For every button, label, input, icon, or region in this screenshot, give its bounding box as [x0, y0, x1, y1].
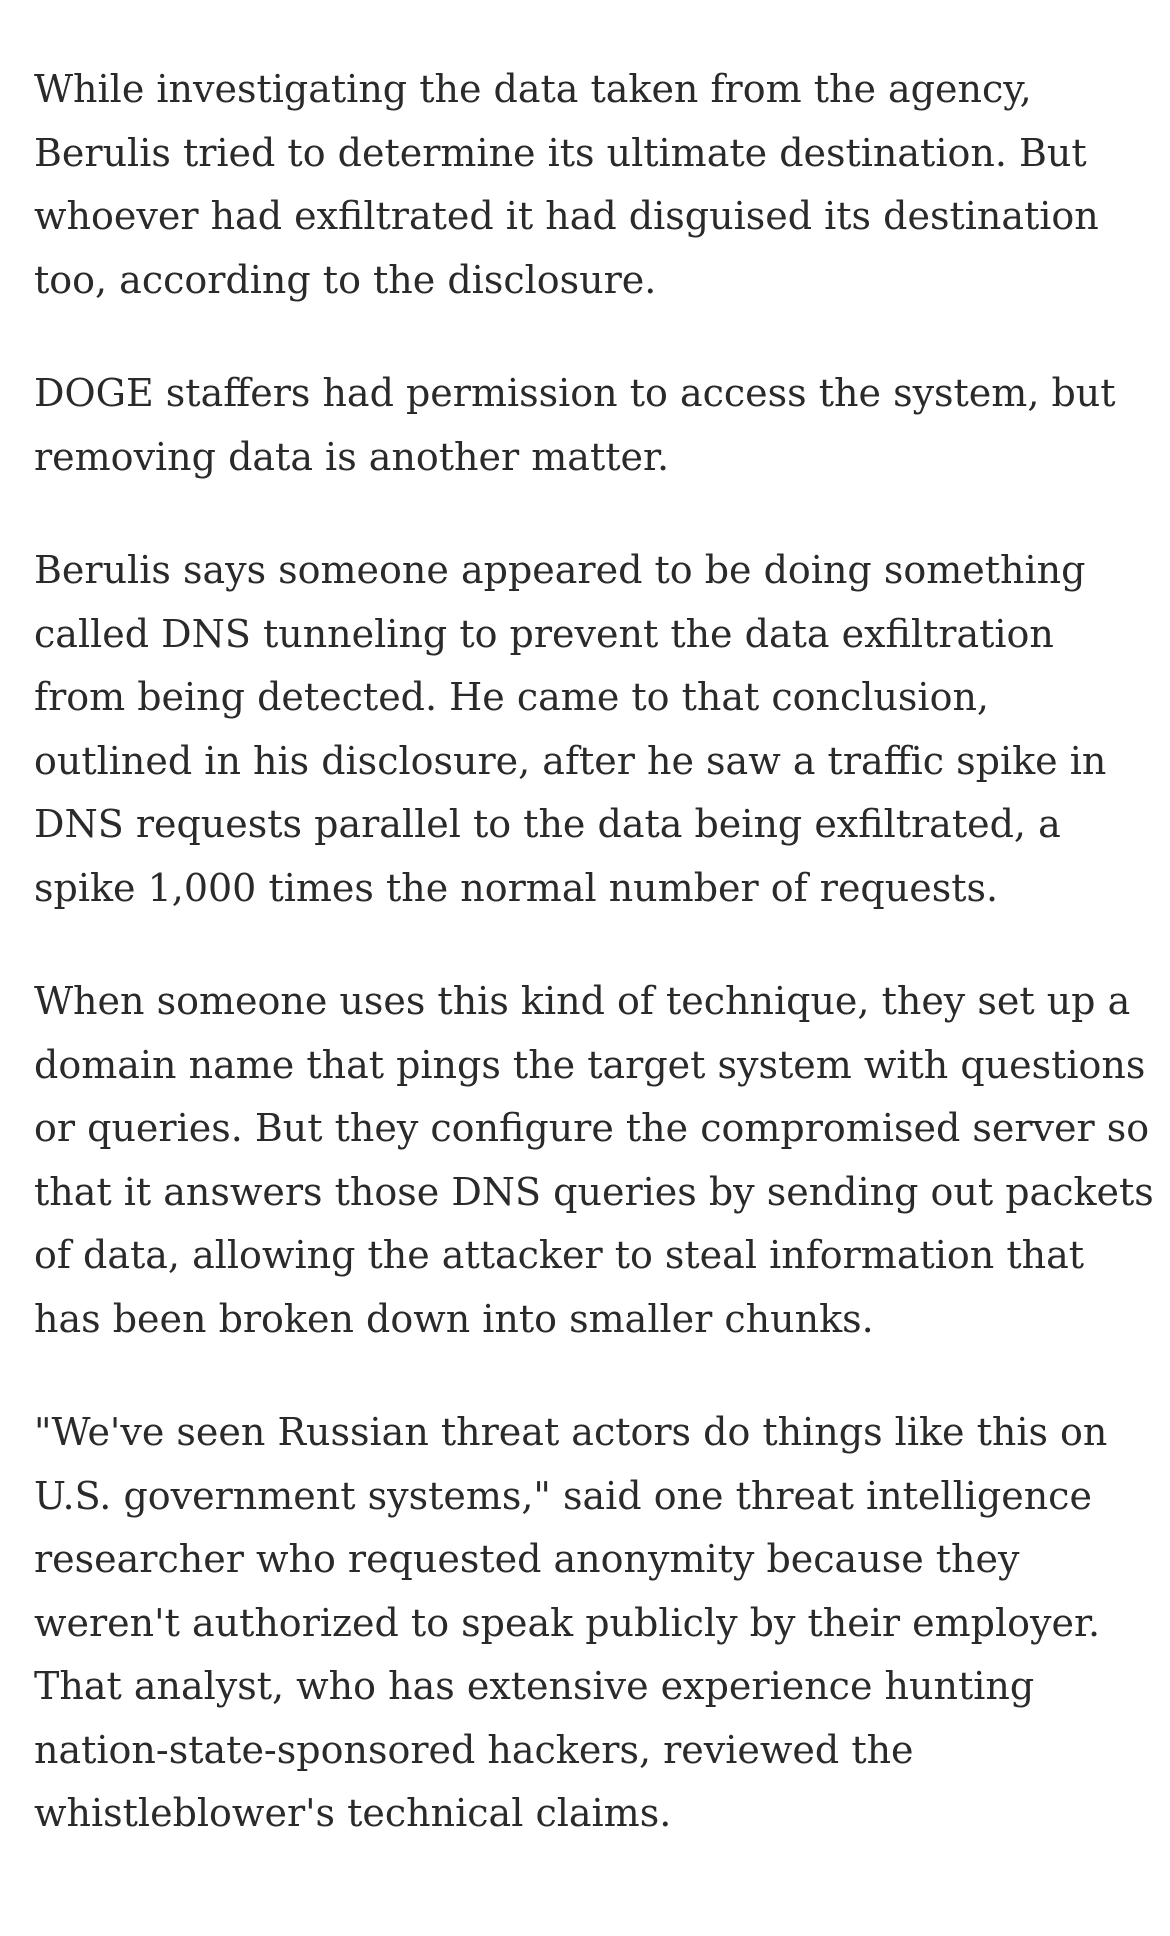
article-paragraph: "We've seen Russian threat actors do things like this on U.S. government systems," said one threat intelligence researcher who requested anonymity because they weren't authorized to speak publicly by their employer. That analyst, who has extensive experience hunting nation-state-sponsored hackers, reviewed the whistleblower's technical claims.	[34, 1410, 1108, 1835]
article-paragraph: Berulis says someone appeared to be doing something called DNS tunneling to prevent the data exfiltration from being detected. He came to that conclusion, outlined in his disclosure, after he saw a traffic spike in DNS requests parallel to the data being exfiltrated, a spike 1,000 times the normal number of requests.	[34, 548, 1107, 910]
article-paragraph: While investigating the data taken from the agency, Berulis tried to determine its ultimate destination. But whoever had exfiltrated it had disguised its destination too, according to the disclosure.	[34, 67, 1099, 302]
article-paragraph: DOGE staffers had permission to access the system, but removing data is another matter.	[34, 371, 1116, 479]
article-paragraph: When someone uses this kind of technique, they set up a domain name that pings the target system with questions or queries. But they configure the compromised server so that it answers those DNS queries by sending out packets of data, allowing the attacker to steal information that has been broken down into smaller chunks.	[34, 979, 1154, 1341]
article-body	[34, 58, 1154, 1846]
